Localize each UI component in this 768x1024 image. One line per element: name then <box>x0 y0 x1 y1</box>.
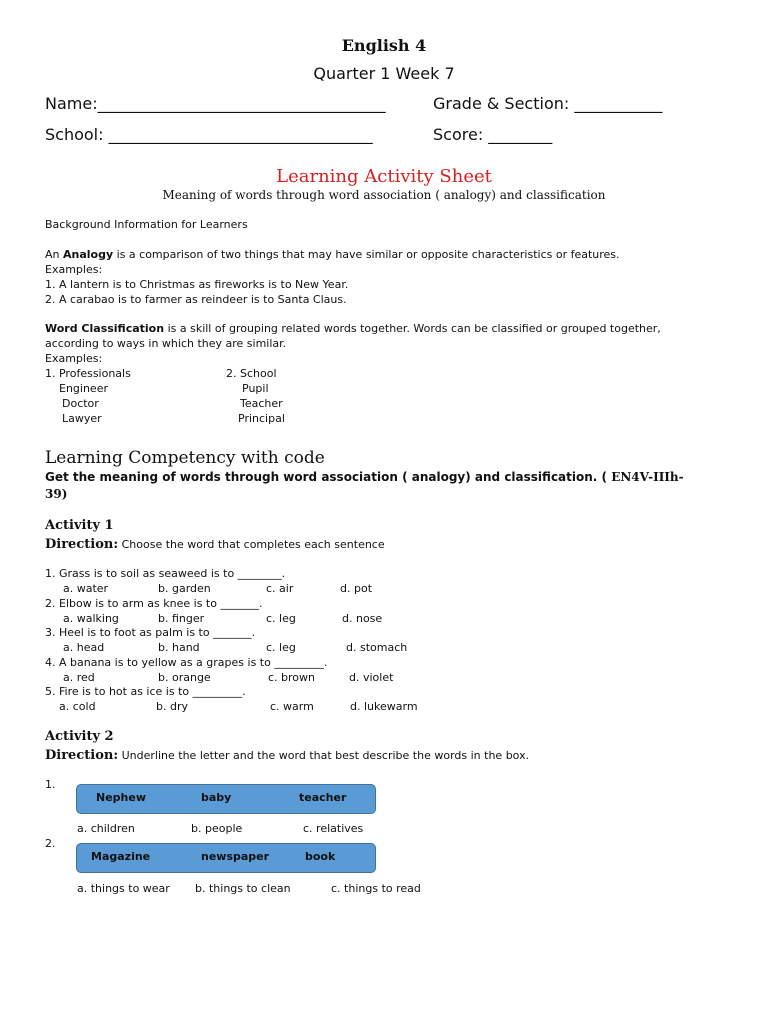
activity1-title: Activity 1 <box>45 518 114 533</box>
choice-d: d. stomach <box>346 641 408 654</box>
choice-b: b. people <box>191 822 243 835</box>
choice-c: c. relatives <box>303 822 364 835</box>
activity2-item-number: 1. <box>45 778 56 791</box>
choice-c: c. warm <box>270 700 314 713</box>
name-field: Name:____________________________________ <box>45 94 386 113</box>
competency-title: Learning Competency with code <box>45 448 325 468</box>
choice-b: b. garden <box>158 582 211 595</box>
class-col2-item: Pupil <box>242 382 269 395</box>
competency-code-2: 39) <box>45 487 68 501</box>
activity2-item-number: 2. <box>45 837 56 850</box>
classification-definition <box>45 322 661 335</box>
competency-text-main: Get the meaning of words through word association ( analogy) and classification. ( <box>45 470 608 484</box>
sheet-subtitle: Meaning of words through word association ( analogy) and classification <box>162 188 606 202</box>
examples-label: Examples: <box>45 352 103 365</box>
choice-a: a. cold <box>59 700 96 713</box>
box-word: teacher <box>299 791 347 804</box>
activity1-question: 4. A banana is to yellow as a grapes is to _________. <box>45 656 328 669</box>
grade-section-field: Grade & Section: ___________ <box>433 94 663 113</box>
score-field: Score: ________ <box>433 125 553 144</box>
class-col2-item: Principal <box>238 412 285 425</box>
activity1-question: 5. Fire is to hot as ice is to _________. <box>45 685 246 698</box>
direction-label: Direction: <box>45 537 119 552</box>
choice-d: d. pot <box>340 582 373 595</box>
analogy-example: 1. A lantern is to Christmas as fireworks is to New Year. <box>45 278 349 291</box>
word-box <box>76 784 376 814</box>
box-word: baby <box>201 791 232 804</box>
choice-a: a. children <box>77 822 135 835</box>
box-word: newspaper <box>201 850 270 863</box>
class-col2-item: 2. School <box>226 367 277 380</box>
activity1-direction <box>45 535 385 553</box>
subject-title: English 4 <box>341 36 427 55</box>
sheet-title: Learning Activity Sheet <box>276 166 492 187</box>
choice-d: d. lukewarm <box>350 700 418 713</box>
choice-a: a. walking <box>63 612 119 625</box>
choice-d: d. violet <box>349 671 394 684</box>
competency-text <box>45 470 684 484</box>
examples-label: Examples: <box>45 263 103 276</box>
activity1-question: 2. Elbow is to arm as knee is to _______. <box>45 597 263 610</box>
activity2-title: Activity 2 <box>45 729 114 744</box>
analogy-example: 2. A carabao is to farmer as reindeer is to Santa Claus. <box>45 293 347 306</box>
choice-d: d. nose <box>342 612 383 625</box>
activity1-question: 1. Grass is to soil as seaweed is to ________. <box>45 567 286 580</box>
quarter-week: Quarter 1 Week 7 <box>313 64 455 83</box>
activity1-question: 3. Heel is to foot as palm is to _______. <box>45 626 256 639</box>
choice-b: b. dry <box>156 700 188 713</box>
class-col1-item: Engineer <box>59 382 108 395</box>
analogy-term: Analogy <box>63 248 114 261</box>
school-field: School: _________________________________ <box>45 125 373 144</box>
choice-a: a. water <box>63 582 109 595</box>
classification-term: Word Classification <box>45 322 165 335</box>
class-col1-item: Doctor <box>62 397 99 410</box>
choice-a: a. head <box>63 641 105 654</box>
box-word: Magazine <box>91 850 151 863</box>
choice-b: b. things to clean <box>195 882 291 895</box>
class-col2-item: Teacher <box>240 397 283 410</box>
choice-a: a. things to wear <box>77 882 170 895</box>
choice-c: c. leg <box>266 641 296 654</box>
box-word: Nephew <box>96 791 146 804</box>
classification-text: is a skill of grouping related words together. Words can be classified or grouped together, <box>164 322 661 335</box>
analogy-definition <box>45 248 620 261</box>
direction-text: Underline the letter and the word that best describe the words in the box. <box>118 749 530 762</box>
choice-b: b. finger <box>158 612 205 625</box>
choice-b: b. hand <box>158 641 200 654</box>
analogy-prefix: An <box>45 248 63 261</box>
class-col1-item: 1. Professionals <box>45 367 131 380</box>
classification-text-cont: according to ways in which they are similar. <box>45 337 287 350</box>
choice-b: b. orange <box>158 671 211 684</box>
direction-text: Choose the word that completes each sentence <box>118 538 385 551</box>
word-box <box>76 843 376 873</box>
direction-label: Direction: <box>45 748 119 763</box>
activity2-direction <box>45 746 529 764</box>
competency-code-1: EN4V-IIIh- <box>607 470 684 484</box>
box-word: book <box>305 850 336 863</box>
analogy-text: is a comparison of two things that may have similar or opposite characteristics or features. <box>113 248 620 261</box>
background-heading: Background Information for Learners <box>45 218 248 231</box>
choice-c: c. things to read <box>331 882 421 895</box>
choice-c: c. brown <box>268 671 316 684</box>
class-col1-item: Lawyer <box>62 412 102 425</box>
choice-c: c. leg <box>266 612 296 625</box>
choice-a: a. red <box>63 671 95 684</box>
choice-c: c. air <box>266 582 294 595</box>
